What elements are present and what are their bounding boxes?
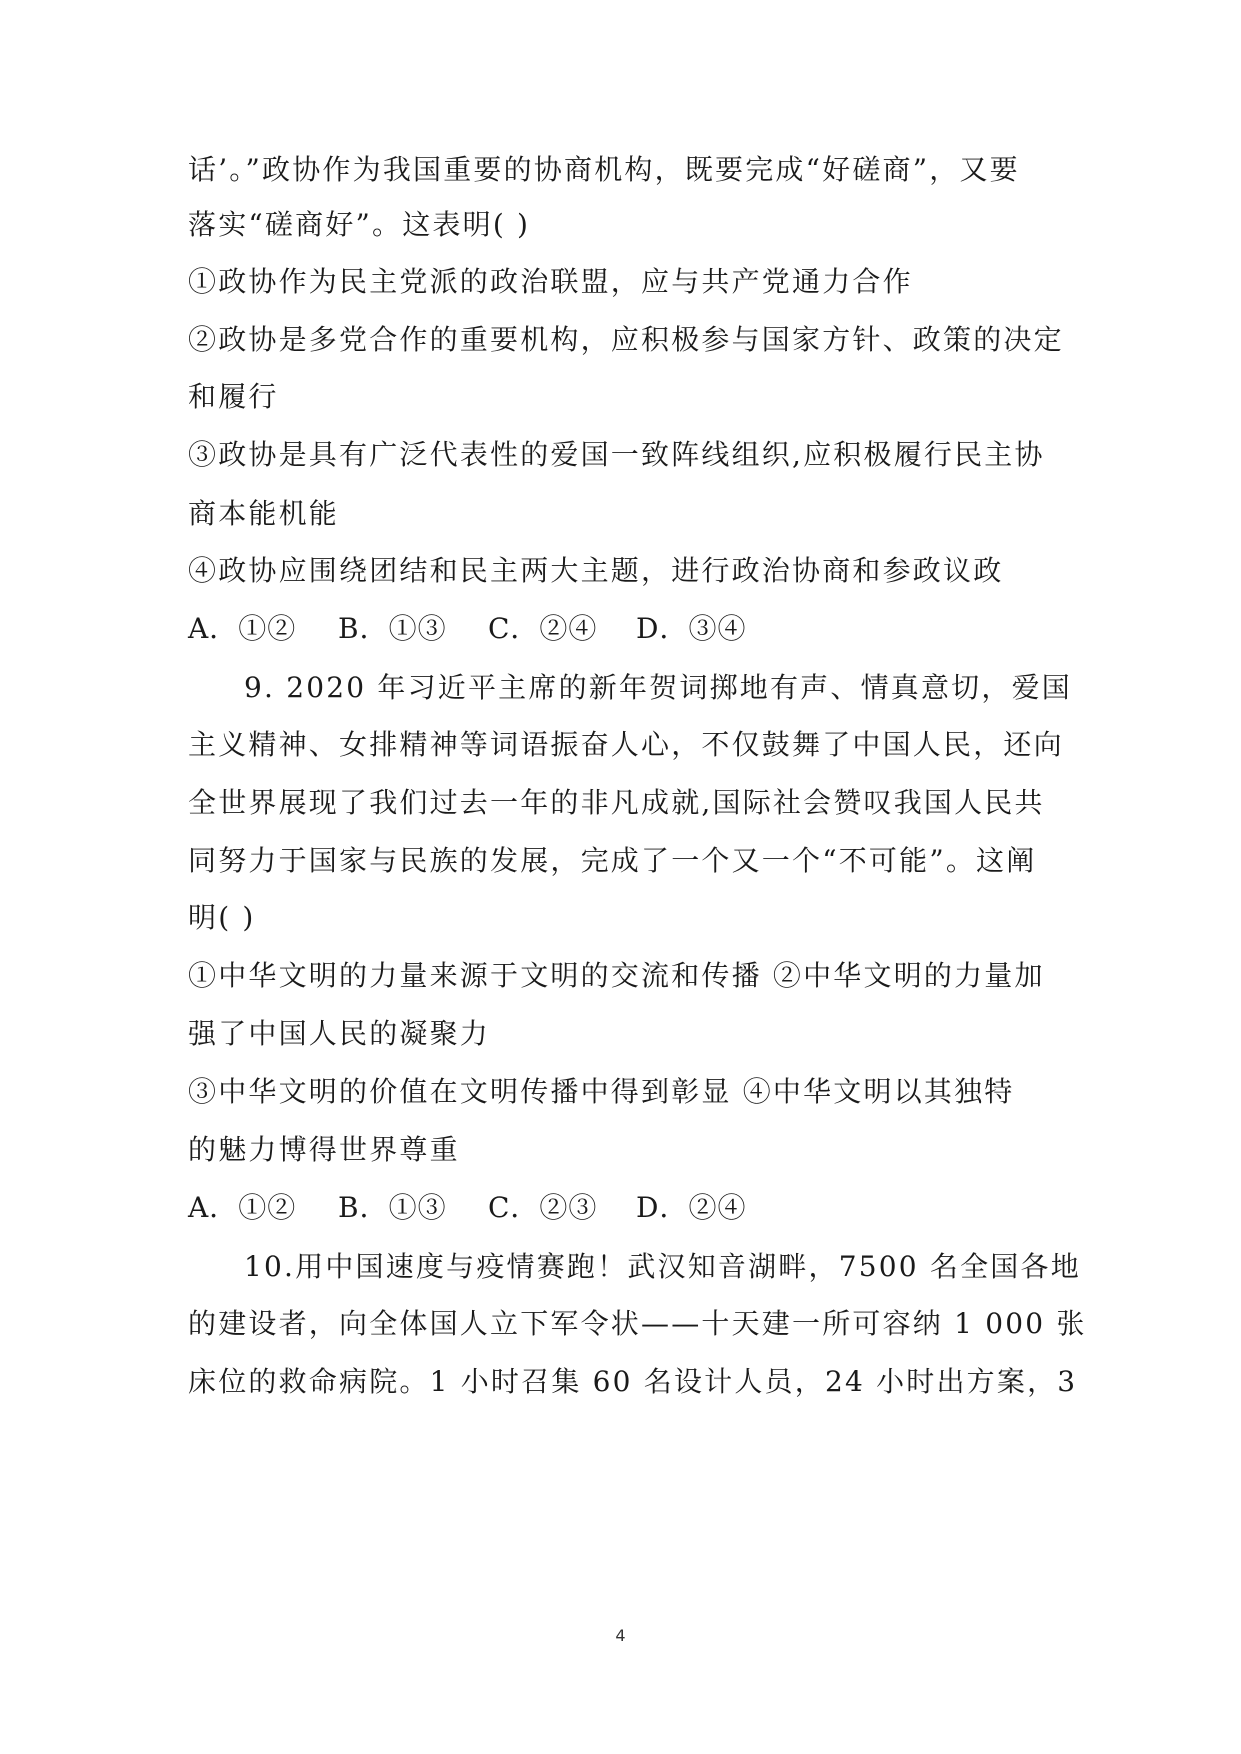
q10-line-2: 的建设者，向全体国人立下军令状——十天建一所可容纳 1 000 张 <box>188 1307 1087 1340</box>
q8-line-1: 话’。”政协作为我国重要的协商机构，既要完成“好磋商”，又要 <box>188 153 1020 186</box>
q9-choice-3-4: ③中华文明的价值在文明传播中得到彰显 ④中华文明以其独特 <box>188 1075 1015 1108</box>
q8-line-2: 落实“磋商好”。这表明( ) <box>188 208 531 241</box>
q9-choice-2-cont: 强了中国人民的凝聚力 <box>188 1017 491 1050</box>
q8-option-b: B．①③ <box>338 612 447 645</box>
q8-choice-3-cont: 商本能机能 <box>188 497 340 530</box>
q9-line-2: 主义精神、女排精神等词语振奋人心，不仅鼓舞了中国人民，还向 <box>188 728 1064 761</box>
q8-choice-4: ④政协应围绕团结和民主两大主题，进行政治协商和参政议政 <box>188 554 1004 587</box>
page-number: 4 <box>615 1626 626 1645</box>
q9-option-c: C．②③ <box>488 1191 598 1224</box>
q9-line-5: 明( ) <box>188 901 256 934</box>
q8-option-d: D．③④ <box>636 612 747 645</box>
q8-option-c: C．②④ <box>488 612 598 645</box>
q9-options <box>188 1188 746 1228</box>
q10-line-1: 10.用中国速度与疫情赛跑！武汉知音湖畔，7500 名全国各地 <box>244 1250 1081 1283</box>
q8-choice-3: ③政协是具有广泛代表性的爱国一致阵线组织,应积极履行民主协 <box>188 438 1045 471</box>
q9-line-1: 9. 2020 年习近平主席的新年贺词掷地有声、情真意切，爱国 <box>244 671 1072 704</box>
q9-choice-4-cont: 的魅力博得世界尊重 <box>188 1133 460 1166</box>
q10-line-3: 床位的救命病院。1 小时召集 60 名设计人员，24 小时出方案，3 <box>188 1365 1078 1398</box>
q8-choice-1: ①政协作为民主党派的政治联盟，应与共产党通力合作 <box>188 265 913 298</box>
q8-options <box>188 609 746 649</box>
q9-option-d: D．②④ <box>636 1191 747 1224</box>
q9-option-a: A．①② <box>188 1191 297 1224</box>
q8-choice-2-cont: 和履行 <box>188 380 279 413</box>
q8-option-a: A．①② <box>188 612 297 645</box>
q9-line-4: 同努力于国家与民族的发展，完成了一个又一个“不可能”。这阐 <box>188 844 1037 877</box>
q9-choice-1-2: ①中华文明的力量来源于文明的交流和传播 ②中华文明的力量加 <box>188 959 1045 992</box>
q8-choice-2: ②政协是多党合作的重要机构，应积极参与国家方针、政策的决定 <box>188 323 1064 356</box>
q9-line-3: 全世界展现了我们过去一年的非凡成就,国际社会赞叹我国人民共 <box>188 786 1045 819</box>
q9-option-b: B．①③ <box>338 1191 447 1224</box>
